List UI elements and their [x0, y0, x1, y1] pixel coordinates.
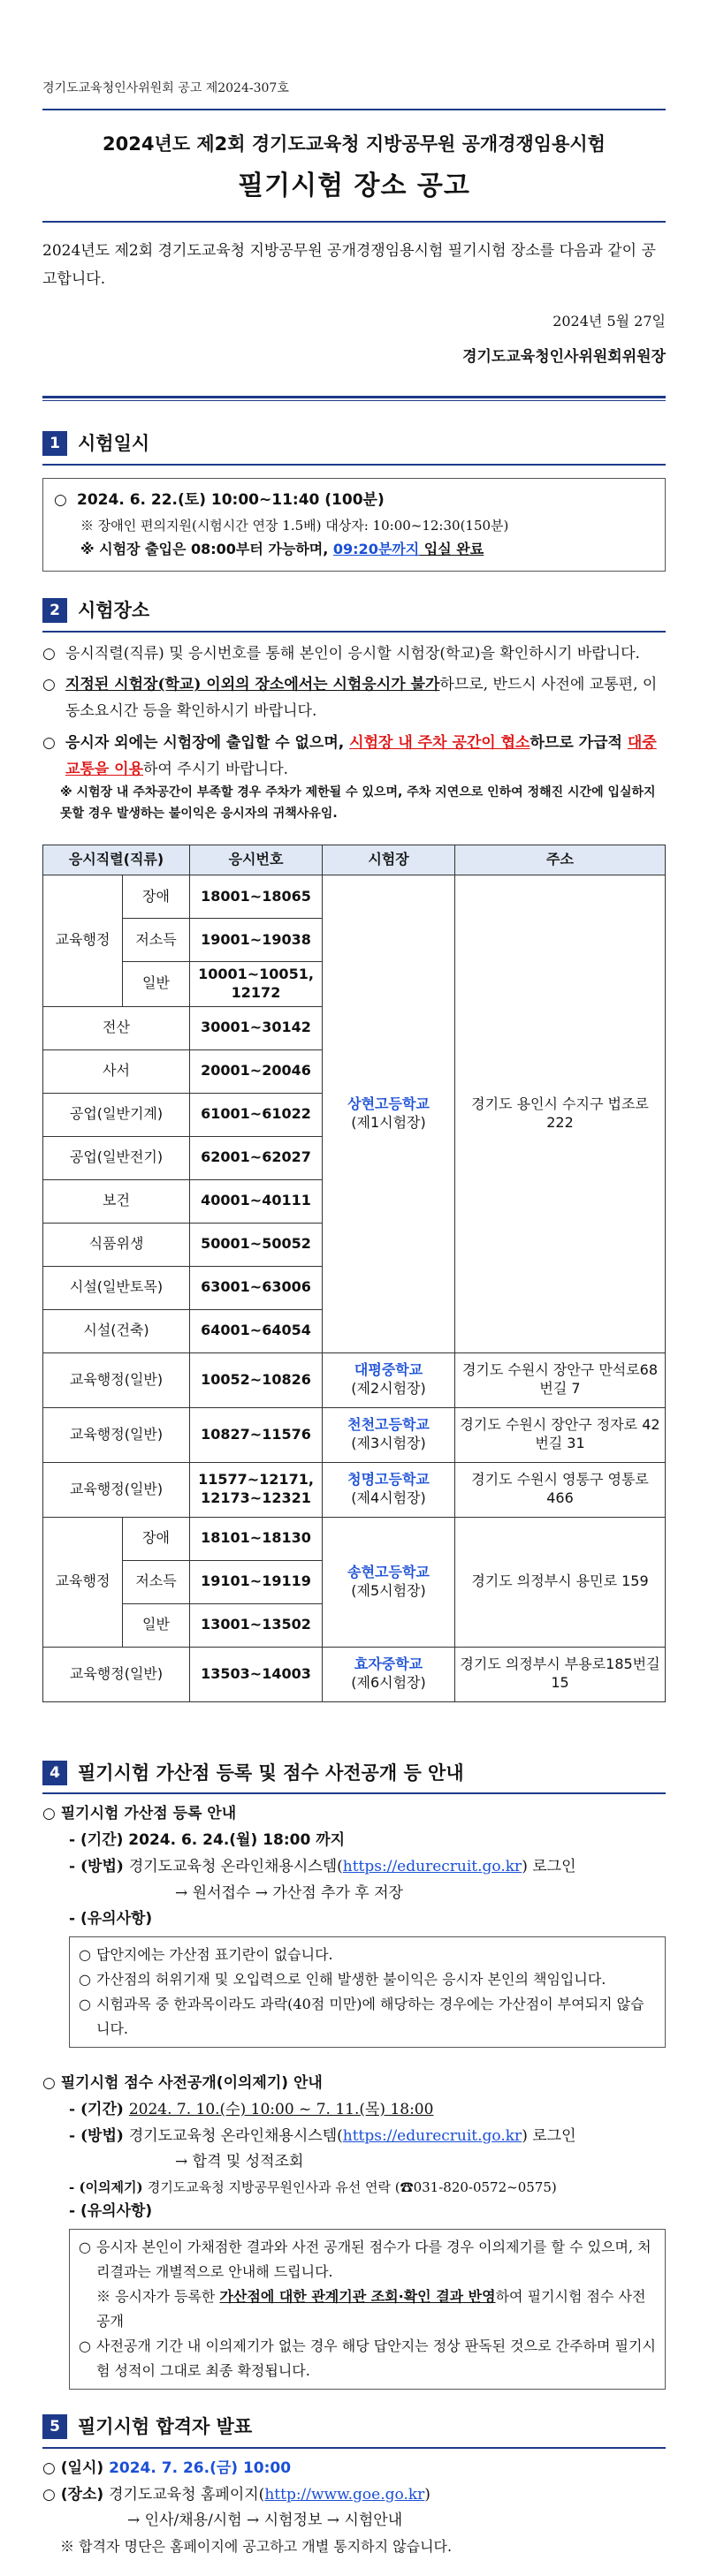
recruit-site-link[interactable]: https://edurecruit.go.kr [342, 1857, 522, 1875]
sub-series-cell: 일반 [123, 1603, 190, 1647]
section-1-title: 시험일시 [78, 433, 150, 455]
section-1-header [42, 428, 666, 466]
list-item: ※ 응시자가 등록한 가산점에 대한 관계기관 조회·확인 결과 반영하여 필기시험 점수 사전공개 [96, 2288, 646, 2330]
number-cell: 30001~30142 [190, 1006, 323, 1049]
venue-cell [323, 1647, 455, 1701]
number-cell: 61001~61022 [190, 1093, 323, 1136]
list-item: ○ 가산점의 허위기재 및 오입력으로 인해 발생한 불이익은 응시자 본인의 책임입니다. [79, 1971, 606, 1989]
number-cell: 20001~20046 [190, 1049, 323, 1093]
table-header-row [43, 845, 666, 875]
score-notice-box [69, 2229, 666, 2390]
number-cell: 19001~19038 [190, 918, 323, 961]
series-cell: 공업(일반기계) [43, 1093, 190, 1136]
result-date: ○ (일시) 2024. 7. 26.(금) 10:00 [42, 2459, 292, 2477]
number-cell: 50001~50052 [190, 1223, 323, 1266]
result-place-steps: → 인사/채용/시험 → 시험정보 → 시험안내 [127, 2512, 403, 2530]
number-cell: 10052~10826 [190, 1352, 323, 1407]
sub-series-cell: 일반 [123, 961, 190, 1006]
score-title: ○ 필기시험 점수 사전공개(이의제기) 안내 [42, 2074, 323, 2093]
goe-homepage-link[interactable]: http://www.goe.go.kr [264, 2485, 425, 2504]
section-4-number: 4 [42, 1761, 67, 1785]
address-cell: 경기도 수원시 장안구 만석로68번길 7 [455, 1352, 666, 1407]
section-5-header [42, 2411, 666, 2449]
hall-number: (제1시험장) [351, 1113, 426, 1131]
score-objection: - (이의제기) 경기도교육청 지방공무원인사과 유선 연락 (☎031-820-0572~0575) [69, 2179, 557, 2196]
venue-cell [323, 1352, 455, 1407]
section-2-number: 2 [42, 598, 67, 623]
number-cell: 13001~13502 [190, 1603, 323, 1647]
section-4-title: 필기시험 가산점 등록 및 점수 사전공개 등 안내 [78, 1762, 464, 1784]
score-method: - (방법) 경기도교육청 온라인채용시스템(https://edurecruit.go.kr) 로그인 [69, 2126, 576, 2145]
bonus-notice-label: - (유의사항) [69, 1910, 153, 1928]
list-item: ○ 시험과목 중 한과목이라도 과락(40점 미만)에 해당하는 경우에는 가산점이 부여되지 않습니다. [79, 1996, 644, 2038]
address-cell: 경기도 용인시 수지구 법조로 222 [455, 875, 666, 1352]
result-note: ※ 합격자 명단은 홈페이지에 공고하고 개별 통지하지 않습니다. [60, 2538, 453, 2556]
exam-time-note-2: ※ 시험장 출입은 08:00부터 가능하며, 09:20분까지 입실 완료 [80, 540, 484, 557]
number-cell: 19101~19119 [190, 1560, 323, 1603]
number-cell: 11577~12171, 12173~12321 [190, 1462, 323, 1517]
school-name: 청명고등학교 [347, 1471, 430, 1489]
venue-notes [42, 641, 666, 825]
section-1-number: 1 [42, 431, 67, 456]
venue-note-3: ○ 응시자 외에는 시험장에 출입할 수 없으며, 시험장 내 주차 공간이 협소하므로 가급적 대중교통을 이용하여 주시기 바랍니다. [42, 733, 657, 778]
section-2-header [42, 595, 666, 633]
header-number: 응시번호 [190, 845, 323, 875]
table-row [43, 1352, 666, 1407]
venue-cell [323, 1517, 455, 1647]
section-5-number: 5 [42, 2414, 67, 2439]
score-notice-label: - (유의사항) [69, 2202, 153, 2221]
series-cell: 교육행정(일반) [43, 1462, 190, 1517]
sub-series-cell: 장애 [123, 875, 190, 918]
exam-time-note-1: ※ 장애인 편의지원(시험시간 연장 1.5배) 대상자: 10:00~12:30(150분) [80, 517, 509, 534]
number-cell: 13503~14003 [190, 1647, 323, 1701]
score-period: - (기간) 2024. 7. 10.(수) 10:00 ~ 7. 11.(목) 18:00 [69, 2100, 434, 2118]
venue-note-2: ○ 지정된 시험장(학교) 이외의 장소에서는 시험응시가 불가하므로, 반드시 사전에 교통편, 이동소요시간 등을 확인하시기 바랍니다. [42, 676, 658, 721]
list-item: ○ 답안지에는 가산점 표기란이 없습니다. [79, 1946, 333, 1964]
bonus-points-block [42, 1801, 666, 2390]
announce-date: 2024년 5월 27일 [552, 313, 666, 330]
exam-venue-table [42, 845, 666, 1702]
venue-cell [323, 875, 455, 1352]
top-rule [42, 109, 666, 110]
result-block [42, 2456, 666, 2559]
number-cell: 40001~40111 [190, 1179, 323, 1223]
document-number: 경기도교육청인사위원회 공고 제2024-307호 [42, 81, 289, 95]
number-cell: 62001~62027 [190, 1136, 323, 1179]
school-name: 상현고등학교 [347, 1095, 430, 1112]
venue-cell [323, 1407, 455, 1462]
table-row [43, 1517, 666, 1560]
address-cell: 경기도 수원시 영통구 영통로 466 [455, 1462, 666, 1517]
exam-time-main: ○ 2024. 6. 22.(토) 10:00~11:40 (100분) [54, 490, 385, 509]
recruit-site-link[interactable]: https://edurecruit.go.kr [342, 2126, 522, 2145]
series-cell: 보건 [43, 1179, 190, 1223]
issuing-organization: 경기도교육청인사위원회위원장 [462, 348, 666, 367]
list-item: ○ 사전공개 기간 내 이의제기가 없는 경우 해당 답안지는 정상 판독된 것으로 간주하며 필기시험 성적이 그대로 최종 확정됩니다. [79, 2337, 656, 2380]
series-cell: 시설(건축) [43, 1309, 190, 1352]
parking-note: ※ 시험장 내 주차공간이 부족할 경우 주차가 제한될 수 있으며, 주차 지연으로 인하여 정해진 시간에 입실하지 못할 경우 발생하는 불이익은 응시자의 귀책사유임. [60, 785, 656, 822]
header-address: 주소 [455, 845, 666, 875]
series-cell: 사서 [43, 1049, 190, 1093]
table-row [43, 1462, 666, 1517]
entry-deadline: 09:20분까지 [332, 540, 420, 557]
series-cell: 식품위생 [43, 1223, 190, 1266]
series-cell: 교육행정 [43, 875, 123, 1006]
section-2-title: 시험장소 [78, 599, 150, 621]
intro-text: 2024년도 제2회 경기도교육청 지방공무원 공개경쟁임용시험 필기시험 장소를 다음과 같이 공고합니다. [42, 241, 656, 289]
school-name: 송현고등학교 [347, 1563, 430, 1580]
list-item: ○ 응시자 본인이 가채점한 결과와 사전 공개된 점수가 다를 경우 이의제기를 할 수 있으며, 처리결과는 개별적으로 안내해 드립니다. [79, 2239, 651, 2281]
address-cell: 경기도 수원시 장안구 정자로 42번길 31 [455, 1407, 666, 1462]
bonus-notice-box [69, 1936, 666, 2048]
school-name: 효자중학교 [354, 1655, 423, 1673]
series-cell: 시설(일반토목) [43, 1266, 190, 1309]
hall-number: (제3시험장) [351, 1435, 426, 1452]
section-4-header [42, 1757, 666, 1795]
bonus-title: ○ 필기시험 가산점 등록 안내 [42, 1805, 237, 1823]
table-row [43, 875, 666, 918]
score-method-steps: → 합격 및 성적조회 [175, 2153, 304, 2171]
result-place: ○ (장소) 경기도교육청 홈페이지(http://www.goe.go.kr) [42, 2485, 431, 2504]
exam-time-box [42, 478, 666, 572]
address-cell: 경기도 의정부시 용민로 159 [455, 1517, 666, 1647]
school-name: 천천고등학교 [347, 1416, 430, 1434]
sub-series-cell: 저소득 [123, 1560, 190, 1603]
number-cell: 18101~18130 [190, 1517, 323, 1560]
table-row [43, 1407, 666, 1462]
header-venue: 시험장 [323, 845, 455, 875]
hall-number: (제2시험장) [351, 1380, 426, 1398]
title-rule [42, 221, 666, 223]
series-cell: 교육행정(일반) [43, 1352, 190, 1407]
series-cell: 공업(일반전기) [43, 1136, 190, 1179]
section-divider [42, 396, 666, 401]
section-5-title: 필기시험 합격자 발표 [78, 2416, 253, 2438]
header-series: 응시직렬(직류) [43, 845, 190, 875]
series-cell: 전산 [43, 1006, 190, 1049]
venue-cell [323, 1462, 455, 1517]
sub-series-cell: 저소득 [123, 918, 190, 961]
sub-series-cell: 장애 [123, 1517, 190, 1560]
number-cell: 10827~11576 [190, 1407, 323, 1462]
series-cell: 교육행정(일반) [43, 1647, 190, 1701]
bonus-period: - (기간) 2024. 6. 24.(월) 18:00 까지 [69, 1831, 346, 1850]
hall-number: (제5시험장) [351, 1581, 426, 1599]
school-name: 대평중학교 [354, 1361, 423, 1379]
title-line-1: 2024년도 제2회 경기도교육청 지방공무원 공개경쟁임용시험 [103, 133, 606, 155]
table-row [43, 1647, 666, 1701]
number-cell: 10001~10051, 12172 [190, 961, 323, 1006]
bonus-method: - (방법) 경기도교육청 온라인채용시스템(https://edurecruit.go.kr) 로그인 [69, 1857, 576, 1875]
series-cell: 교육행정(일반) [43, 1407, 190, 1462]
series-cell: 교육행정 [43, 1517, 123, 1647]
number-cell: 64001~64054 [190, 1309, 323, 1352]
venue-note-1: ○ 응시직렬(직류) 및 응시번호를 통해 본인이 응시할 시험장(학교)을 확인하시기 바랍니다. [42, 644, 640, 663]
hall-number: (제6시험장) [351, 1674, 426, 1692]
page-title: 필기시험 장소 공고 [238, 170, 470, 202]
number-cell: 18001~18065 [190, 875, 323, 918]
address-cell: 경기도 의정부시 부용로185번길 15 [455, 1647, 666, 1701]
bonus-method-steps: → 원서접수 → 가산점 추가 후 저장 [175, 1883, 403, 1902]
number-cell: 63001~63006 [190, 1266, 323, 1309]
hall-number: (제4시험장) [351, 1489, 426, 1507]
